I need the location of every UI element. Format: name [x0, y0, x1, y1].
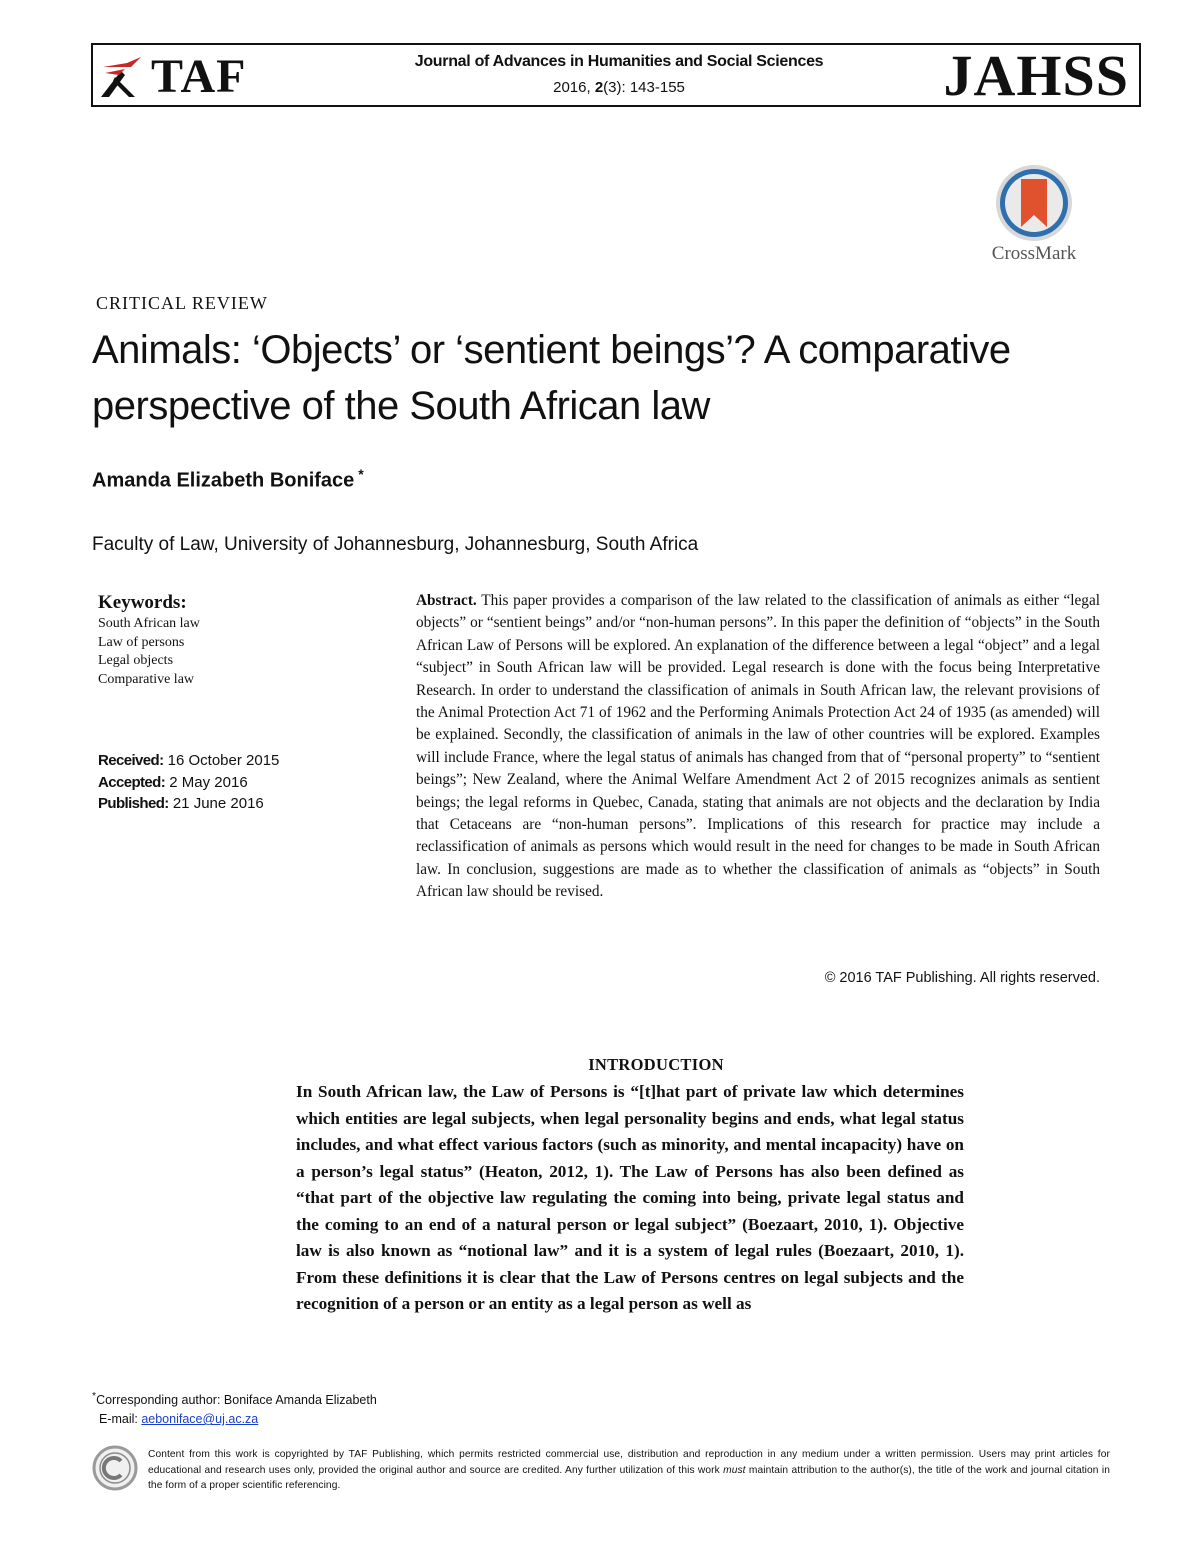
journal-citation: 2016, 2(3): 143-155	[553, 79, 685, 96]
journal-abbreviation: JAHSS	[943, 43, 1129, 108]
taf-logo	[97, 51, 246, 103]
keyword-item: Law of persons	[98, 634, 185, 650]
journal-name: Journal of Advances in Humanities and Social Sciences	[414, 53, 824, 70]
introduction-heading: INTRODUCTION	[588, 1055, 724, 1074]
taf-bird-icon	[97, 53, 145, 101]
keywords-list	[98, 615, 200, 689]
keyword-item: South African law	[98, 616, 200, 631]
copyright-notice: © 2016 TAF Publishing. All rights reserved.	[824, 970, 1100, 986]
introduction-text: In South African law, the Law of Persons is “[t]hat part of private law which determines which entities are legal subjects, when legal personality begins and ends, what legal status includes, and what effect various factors (such as minority, and mental incapacity) have on a person’s legal status” (Heaton, 2012, 1). The Law of Persons has also been defined as “that part of the objective law regulating the coming into being, private legal status and the coming to an end of a natural person or legal subject” (Boezaart, 2010, 1). Objective law is also known as “notional law” and it is a system of legal rules (Boezaart, 2010, 1). From these definitions it is clear that the Law of Persons centres on legal subjects and the recognition of a person or an entity as a legal person as well as	[296, 1082, 964, 1313]
article-type: CRITICAL REVIEW	[96, 293, 268, 313]
author-affiliation: Faculty of Law, University of Johannesburg, Johannesburg, South Africa	[92, 534, 699, 555]
article-title: Animals: ‘Objects’ or ‘sentient beings’? A comparative perspective of the South African law	[92, 328, 1011, 428]
article-dates	[98, 750, 279, 815]
corresponding-author: *Corresponding author: Boniface Amanda Elizabeth	[92, 1391, 377, 1408]
keyword-item: Legal objects	[98, 653, 174, 669]
received-date: Received: 16 October 2015	[98, 752, 280, 769]
abstract-text: This paper provides a comparison of the law related to the classification of animals as either “legal objects” or “sentient beings” and/or “non-human persons”. In this paper the definition of “objects” in the South African Law of Persons will be explored. An explanation of the difference between a legal “object” and a legal “subject” in South African law will be provided. Legal research is done with the focus being Interpretative Research. In order to understand the classification of animals in South African law, the relevant provisions of the Animal Protection Act 71 of 1962 and the Performing Animals Protection Act 24 of 1935 (as amended) will be explained. Secondly, the classification of animals in the law of other countries will be explored. Examples will include France, where the legal status of animals has changed from that of “personal property” to “sentient beings”; New Zealand, where the Animal Welfare Amendment Act 2 of 2015 recognizes animals as sentient beings; the legal reforms in Quebec, Canada, stating that animals are not objects and the declaration by India that Cetaceans are “non-human persons”. Implications of this research for practice may include a reclassification of animals as persons which would result in the need for changes to be made in South African law. In conclusion, suggestions are made as to whether the classification of animals as “objects” in South African law should be revised.	[416, 592, 1100, 901]
journal-header	[91, 43, 1141, 107]
corresponding-author-footnote	[92, 1387, 377, 1429]
taf-logo-text: TAF	[151, 50, 247, 103]
crossmark-label: CrossMark	[991, 243, 1077, 264]
author-footnote-mark: *	[358, 466, 364, 482]
abstract-label: Abstract.	[416, 592, 477, 609]
keyword-item: Comparative law	[98, 671, 195, 687]
abstract	[416, 590, 1100, 904]
accepted-date: Accepted: 2 May 2016	[98, 773, 248, 791]
author-email-link[interactable]: aeboniface@uj.ac.za	[141, 1412, 259, 1427]
author-name: Amanda Elizabeth Boniface *	[92, 466, 364, 492]
author-email-line: E-mail: aeboniface@uj.ac.za	[98, 1412, 259, 1427]
crossmark-icon	[984, 163, 1084, 243]
published-date: Published: 21 June 2016	[98, 795, 264, 812]
keywords-heading: Keywords:	[98, 592, 187, 613]
copyright-icon	[92, 1445, 138, 1491]
license-notice: Content from this work is copyrighted by TAF Publishing, which permits restricted commercial use, distribution and reproduction in any medium under a written permission. Users may print articles for educational and research uses only, provided the original author and source are credited. Any further utilization of this work must maintain attribution to the author(s), the title of the work and journal citation in the form of a proper scientific referencing.	[148, 1449, 1110, 1491]
crossmark-badge[interactable]	[984, 163, 1084, 268]
